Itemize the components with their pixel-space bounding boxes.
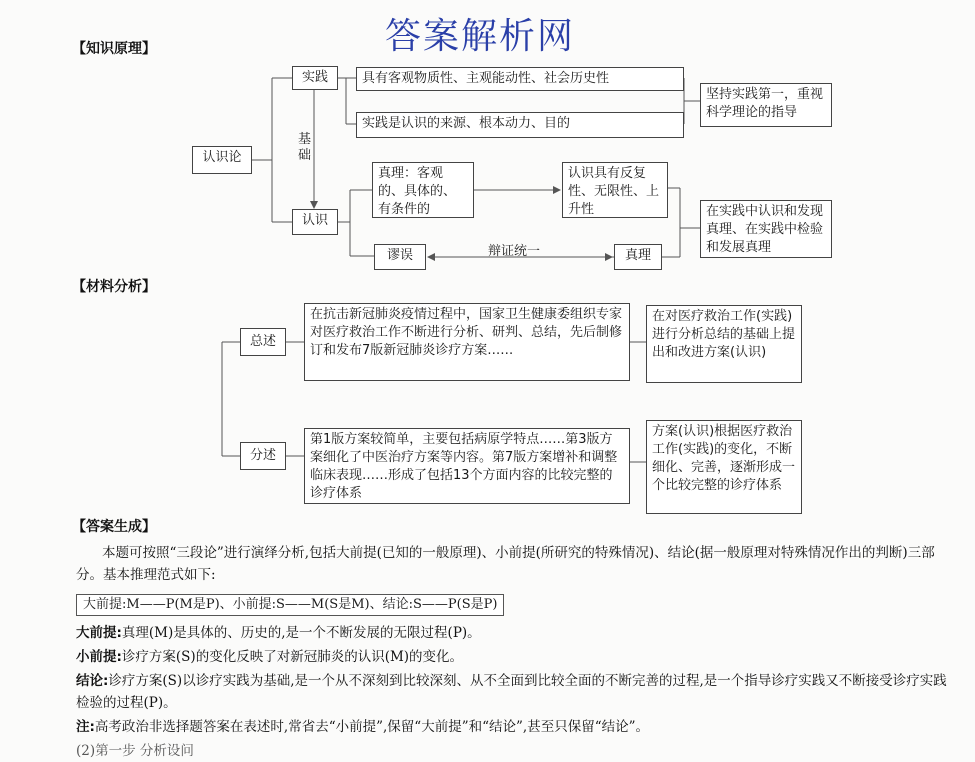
- section-answer: 【答案生成】: [72, 519, 156, 535]
- detail-text: 第1版方案较简单，主要包括病原学特点……第3版方案细化了中医治疗方案等内容。第7版方案增补和调整临床表现……形成了包括13个方面内容的比较完整的诊疗体系: [304, 428, 630, 504]
- summary-text: 在抗击新冠肺炎疫情过程中，国家卫生健康委组织专家对医疗救治工作不断进行分析、研判、总结，先后制修订和发布7版新冠肺炎诊疗方案……: [304, 303, 630, 381]
- cognition-feature: 认识具有反复性、无限性、上升性: [562, 162, 668, 218]
- basis-label: 基 础: [298, 132, 312, 163]
- practice-attributes: 具有客观物质性、主观能动性、社会历史性: [356, 67, 684, 91]
- syllogism-formula: 大前提:M——P(M是P)、小前提:S——M(S是M)、结论:S——P(S是P): [76, 594, 504, 616]
- node-practice: 实践: [292, 66, 338, 90]
- cut-off-line: (2)第一步 分析设问: [76, 743, 194, 759]
- node-epistemology: 认识论: [192, 146, 252, 174]
- note: [76, 716, 956, 738]
- minor-premise-text: 诊疗方案(S)的变化反映了对新冠肺炎的认识(M)的变化。: [121, 649, 464, 665]
- node-cognition: 认识: [292, 209, 338, 235]
- adhere-practice-first: 坚持实践第一，重视科学理论的指导: [700, 83, 832, 127]
- node-truth: 真理: [614, 244, 662, 270]
- answer-intro: 本题可按照“三段论”进行演绎分析,包括大前提(已知的一般原理)、小前提(所研究的特殊情况)、结论(据一般原理对特殊情况作出的判断)三部分。基本推理范式如下:: [76, 545, 935, 583]
- minor-premise-label: 小前提:: [76, 649, 122, 665]
- watermark-title: 答案解析网: [385, 16, 576, 57]
- dialectic-label: 辩证统一: [488, 244, 541, 259]
- major-premise: [76, 622, 956, 644]
- note-text: 高考政治非选择题答案在表述时,常省去“小前提”,保留“大前提”和“结论”,甚至只保留“结论”。: [94, 719, 649, 735]
- truth-development: 在实践中认识和发现真理、在实践中检验和发展真理: [700, 200, 832, 258]
- node-summary: 总述: [240, 328, 286, 356]
- minor-premise: [76, 646, 956, 668]
- note-label: 注:: [76, 719, 95, 735]
- truth-definition: 真理：客观的、具体的、有条件的: [372, 162, 474, 218]
- node-fallacy: 谬误: [374, 244, 426, 270]
- detail-result: 方案(认识)根据医疗救治工作(实践)的变化，不断细化、完善，逐渐形成一个比较完整的诊疗体系: [646, 420, 802, 514]
- practice-role: 实践是认识的来源、根本动力、目的: [356, 112, 684, 138]
- conclusion-label: 结论:: [76, 673, 109, 689]
- section-material: 【材料分析】: [72, 279, 156, 295]
- major-premise-text: 真理(M)是具体的、历史的,是一个不断发展的无限过程(P)。: [121, 625, 481, 641]
- node-detail: 分述: [240, 442, 286, 470]
- conclusion-text: 诊疗方案(S)以诊疗实践为基础,是一个从不深刻到比较深刻、从不全面到比较全面的不断完善的过程,是一个指导诊疗实践又不断接受诊疗实践检验的过程(P)。: [76, 673, 947, 711]
- major-premise-label: 大前提:: [76, 625, 122, 641]
- section-knowledge: 【知识原理】: [72, 41, 156, 57]
- summary-result: 在对医疗救治工作(实践)进行分析总结的基础上提出和改进方案(认识): [646, 305, 802, 383]
- conclusion: [76, 670, 956, 714]
